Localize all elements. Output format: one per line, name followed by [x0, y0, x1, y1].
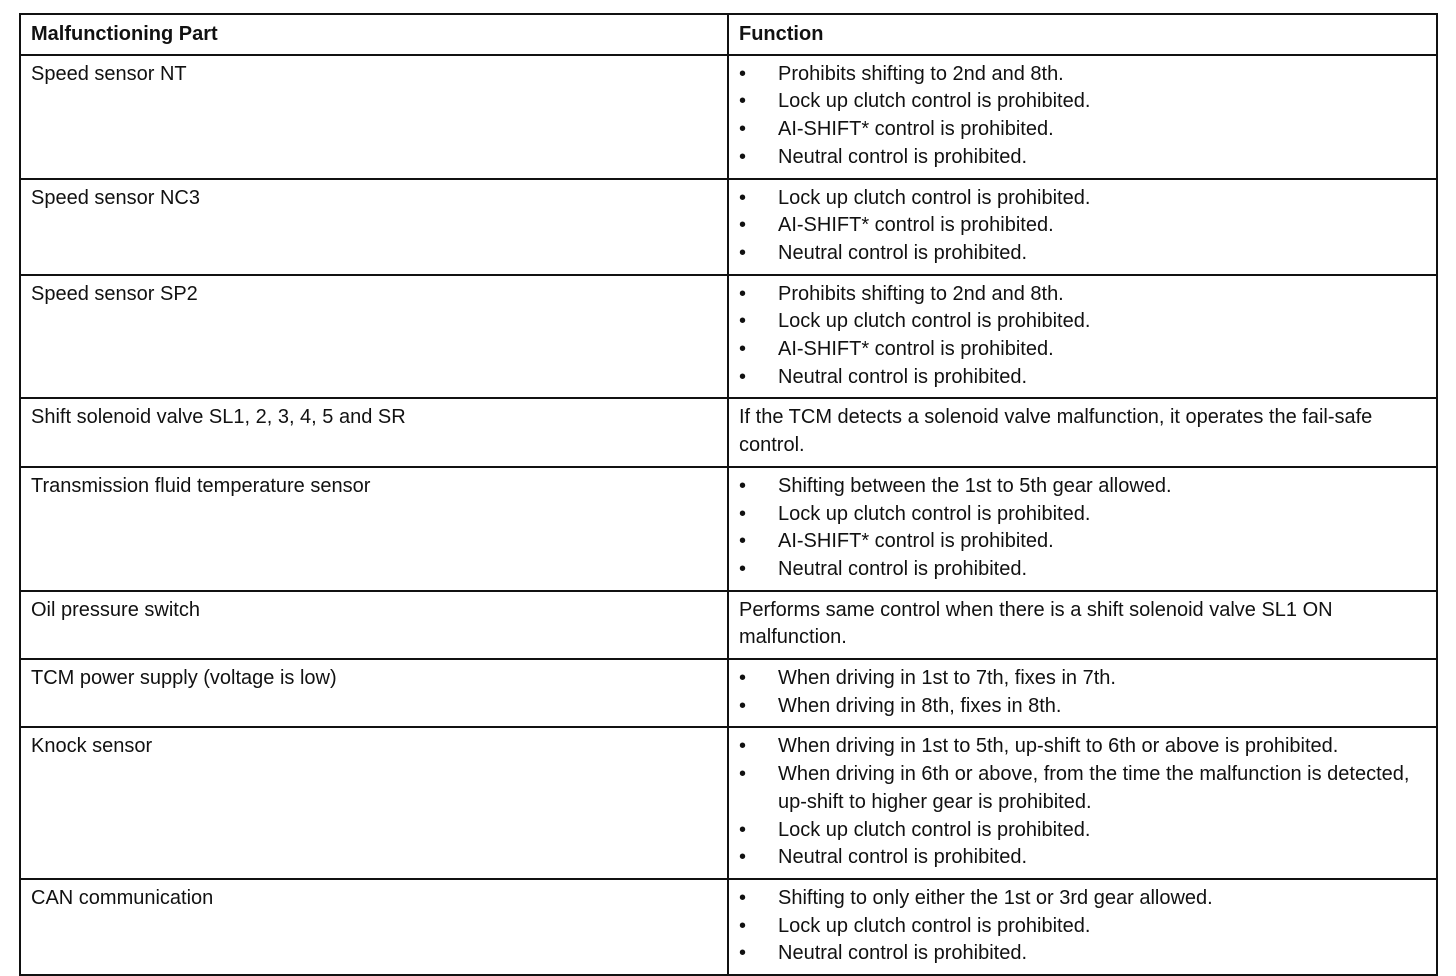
- function-item-text: Lock up clutch control is prohibited.: [778, 818, 1091, 841]
- function-list: [739, 665, 1426, 720]
- function-list-item: [739, 88, 1426, 116]
- bullet-icon: •: [739, 338, 747, 361]
- function-cell: [728, 467, 1437, 591]
- bullet-icon: •: [739, 694, 747, 717]
- function-list: [739, 281, 1426, 392]
- bullet-icon: •: [739, 735, 747, 758]
- function-item-text: Shifting to only either the 1st or 3rd gear allowed.: [778, 886, 1213, 909]
- malfunctioning-part-cell: Transmission fluid temperature sensor: [20, 467, 728, 591]
- function-item-text: Neutral control is prohibited.: [778, 557, 1028, 580]
- function-item-text: AI-SHIFT* control is prohibited.: [778, 530, 1054, 553]
- table-header-row: [20, 14, 1437, 55]
- function-item-text: Neutral control is prohibited.: [778, 942, 1028, 965]
- function-list-item: [739, 61, 1426, 89]
- function-list-item: [739, 212, 1426, 240]
- table-row: [20, 659, 1437, 727]
- function-list-item: [739, 473, 1426, 501]
- table-row: [20, 467, 1437, 591]
- function-item-text: Lock up clutch control is prohibited.: [778, 90, 1091, 113]
- fail-safe-table: [19, 13, 1438, 976]
- function-item-text: AI-SHIFT* control is prohibited.: [778, 118, 1054, 141]
- table-row: [20, 398, 1437, 466]
- function-cell: [728, 659, 1437, 727]
- function-cell: [728, 727, 1437, 879]
- function-item-text: Neutral control is prohibited.: [778, 365, 1028, 388]
- malfunctioning-part-cell: Speed sensor SP2: [20, 275, 728, 399]
- function-item-text: When driving in 6th or above, from the time the malfunction is detected, up-shift to higher gear is prohibited.: [778, 763, 1410, 813]
- function-item-text: Lock up clutch control is prohibited.: [778, 310, 1091, 333]
- function-list-item: [739, 940, 1426, 968]
- table-row: [20, 179, 1437, 275]
- function-cell: [728, 879, 1437, 975]
- function-item-text: When driving in 1st to 7th, fixes in 7th.: [778, 667, 1116, 690]
- function-list-item: [739, 913, 1426, 941]
- bullet-icon: •: [739, 942, 747, 965]
- function-list-item: [739, 844, 1426, 872]
- bullet-icon: •: [739, 118, 747, 141]
- function-list-item: [739, 556, 1426, 584]
- function-item-text: Lock up clutch control is prohibited.: [778, 502, 1091, 525]
- function-cell: [728, 275, 1437, 399]
- header-malfunctioning-part: Malfunctioning Part: [20, 14, 728, 55]
- bullet-icon: •: [739, 763, 747, 786]
- table-row: [20, 275, 1437, 399]
- function-cell: [728, 55, 1437, 179]
- bullet-icon: •: [739, 818, 747, 841]
- bullet-icon: •: [739, 502, 747, 525]
- function-item-text: Neutral control is prohibited.: [778, 846, 1028, 869]
- function-item-text: Lock up clutch control is prohibited.: [778, 186, 1091, 209]
- function-cell: [728, 591, 1437, 659]
- header-function: Function: [728, 14, 1437, 55]
- function-list-item: [739, 281, 1426, 309]
- function-list-item: [739, 308, 1426, 336]
- function-item-text: Prohibits shifting to 2nd and 8th.: [778, 62, 1064, 85]
- bullet-icon: •: [739, 886, 747, 909]
- function-text: Performs same control when there is a shift solenoid valve SL1 ON malfunction.: [739, 598, 1333, 649]
- malfunctioning-part-cell: Speed sensor NC3: [20, 179, 728, 275]
- malfunctioning-part-cell: TCM power supply (voltage is low): [20, 659, 728, 727]
- function-list-item: [739, 528, 1426, 556]
- function-list-item: [739, 240, 1426, 268]
- function-list: [739, 61, 1426, 172]
- bullet-icon: •: [739, 186, 747, 209]
- bullet-icon: •: [739, 667, 747, 690]
- bullet-icon: •: [739, 365, 747, 388]
- malfunctioning-part-cell: Speed sensor NT: [20, 55, 728, 179]
- bullet-icon: •: [739, 62, 747, 85]
- function-item-text: Prohibits shifting to 2nd and 8th.: [778, 282, 1064, 305]
- function-list-item: [739, 336, 1426, 364]
- table-row: [20, 727, 1437, 879]
- function-item-text: AI-SHIFT* control is prohibited.: [778, 338, 1054, 361]
- malfunctioning-part-cell: CAN communication: [20, 879, 728, 975]
- function-item-text: When driving in 1st to 5th, up-shift to 6th or above is prohibited.: [778, 735, 1339, 758]
- function-list-item: [739, 116, 1426, 144]
- function-item-text: When driving in 8th, fixes in 8th.: [778, 694, 1062, 717]
- function-list-item: [739, 733, 1426, 761]
- function-cell: [728, 179, 1437, 275]
- function-list-item: [739, 761, 1426, 816]
- table-row: [20, 591, 1437, 659]
- bullet-icon: •: [739, 914, 747, 937]
- function-list-item: [739, 185, 1426, 213]
- function-list-item: [739, 665, 1426, 693]
- function-list-item: [739, 501, 1426, 529]
- function-list-item: [739, 693, 1426, 721]
- bullet-icon: •: [739, 241, 747, 264]
- table-row: [20, 879, 1437, 975]
- bullet-icon: •: [739, 282, 747, 305]
- bullet-icon: •: [739, 530, 747, 553]
- bullet-icon: •: [739, 846, 747, 869]
- bullet-icon: •: [739, 474, 747, 497]
- function-list-item: [739, 885, 1426, 913]
- bullet-icon: •: [739, 145, 747, 168]
- bullet-icon: •: [739, 214, 747, 237]
- function-item-text: Neutral control is prohibited.: [778, 145, 1028, 168]
- function-list-item: [739, 817, 1426, 845]
- function-list: [739, 885, 1426, 968]
- function-list: [739, 473, 1426, 584]
- function-list-item: [739, 144, 1426, 172]
- function-list: [739, 733, 1426, 872]
- malfunctioning-part-cell: Shift solenoid valve SL1, 2, 3, 4, 5 and SR: [20, 398, 728, 466]
- table-body: [20, 55, 1437, 975]
- bullet-icon: •: [739, 90, 747, 113]
- function-item-text: Neutral control is prohibited.: [778, 241, 1028, 264]
- bullet-icon: •: [739, 557, 747, 580]
- bullet-icon: •: [739, 310, 747, 333]
- malfunctioning-part-cell: Oil pressure switch: [20, 591, 728, 659]
- function-cell: [728, 398, 1437, 466]
- function-list: [739, 185, 1426, 268]
- function-item-text: Lock up clutch control is prohibited.: [778, 914, 1091, 937]
- function-item-text: AI-SHIFT* control is prohibited.: [778, 214, 1054, 237]
- function-list-item: [739, 364, 1426, 392]
- malfunctioning-part-cell: Knock sensor: [20, 727, 728, 879]
- function-text: If the TCM detects a solenoid valve malfunction, it operates the fail-safe control.: [739, 406, 1373, 457]
- table-row: [20, 55, 1437, 179]
- function-item-text: Shifting between the 1st to 5th gear allowed.: [778, 474, 1172, 497]
